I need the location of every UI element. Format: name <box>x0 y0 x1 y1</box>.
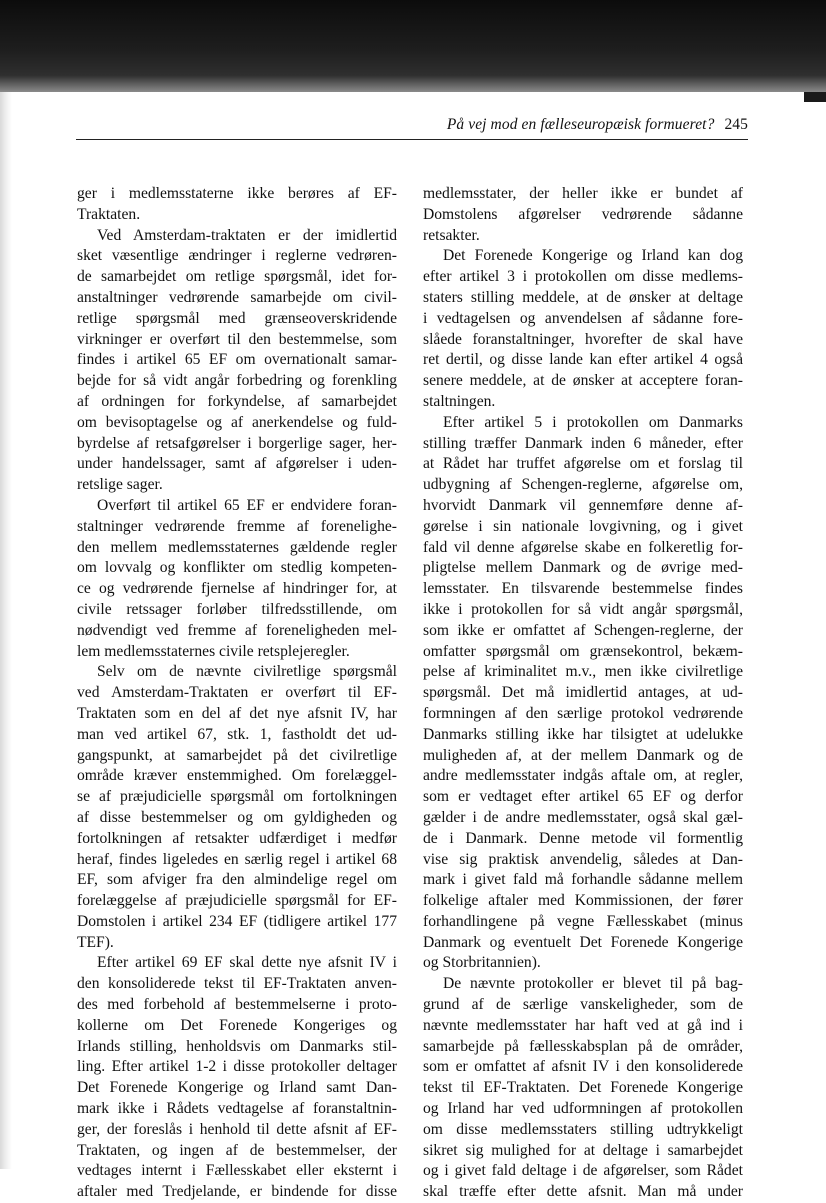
text-line: lem medlemsstaternes civile retsplejeregler. <box>77 642 350 660</box>
text-line: anstaltninger vedrørende samarbejde om civil- <box>77 288 397 306</box>
text-line: kollerne om Det Forenede Kongeriges og <box>77 1016 397 1034</box>
text-line: fortolkningen af retsakter udfærdiget i medfør <box>77 829 397 847</box>
text-line: stilling træffer Danmark inden 6 måneder, efter <box>423 434 743 452</box>
text-line: sket væsentlige ændringer i reglerne vedrøren- <box>77 247 397 265</box>
text-line: pligtelse mellem Danmark og de øvrige med- <box>423 559 743 577</box>
text-line: senere meddele, at de ønsker at acceptere foran- <box>423 372 743 390</box>
text-line: som er omfattet af afsnit IV i den konsoliderede <box>423 1058 743 1076</box>
text-line: grund af de særlige vanskeligheder, som de <box>423 996 743 1014</box>
text-line: bejde for så vidt angår forbedring og forenkling <box>77 372 397 390</box>
text-line: mark i givet fald må forhandle sådanne mellem <box>423 871 743 889</box>
text-line: den konsoliderede tekst til EF-Traktaten anven- <box>77 975 397 993</box>
text-line: forelæggelse af præjudicielle spørgsmål for EF- <box>77 892 397 910</box>
text-line: muligheden af, at der mellem Danmark og de <box>423 746 743 764</box>
text-line: som er vedtaget efter artikel 65 EF og derfor <box>423 788 743 806</box>
text-line: ikke i protokollen for så vidt angår spørgsmål, <box>423 600 743 618</box>
text-line: aftaler med Tredjelande, er bindende for disse <box>77 1183 397 1201</box>
text-line: spørgsmål. Det må imidlertid antages, at ud- <box>423 684 743 702</box>
text-line: skal træffe efter dette afsnit. Man må under <box>423 1183 743 1201</box>
text-line: fald vil denne afgørelse skabe en folkeretlig for- <box>423 538 743 556</box>
text-line: efter artikel 3 i protokollen om disse medlems- <box>423 268 743 286</box>
text-line: formningen af den særlige protokol vedrørende <box>423 704 743 722</box>
running-header <box>76 116 748 134</box>
text-line: Danmark og eventuelt Det Forenede Kongerige <box>423 933 743 951</box>
text-line: af ordningen for forkyndelse, af samarbejdet <box>77 392 397 410</box>
text-line: sikret sig mulighed for at deltage i samarbejdet <box>423 1141 743 1159</box>
text-line: om lovvalg og konflikter om stedlig kompeten- <box>77 559 397 577</box>
text-line: byrdelse af retsafgørelser i borgerlige sager, her- <box>77 434 397 452</box>
text-line: medlemsstater, der heller ikke er bundet af <box>423 185 743 202</box>
text-line: pelse af kriminalitet m.v., men ikke civilretlige <box>423 663 743 681</box>
text-line: des med forbehold af bestemmelserne i proto- <box>77 996 397 1014</box>
text-line: se af præjudicielle spørgsmål om fortolkningen <box>77 788 397 806</box>
text-line: forhandlingene på vegne Fællesskabet (minus <box>423 912 743 930</box>
text-line: af disse bestemmelser og om gyldigheden og <box>77 808 397 826</box>
text-line: Det Forenede Kongerige og Irland kan dog <box>443 247 743 265</box>
text-line: Efter artikel 69 EF skal dette nye afsnit IV i <box>97 954 397 972</box>
text-line: den mellem medlemsstaternes gældende regler <box>77 538 397 556</box>
text-line: og Irland har ved udformningen af protokollen <box>423 1100 743 1118</box>
text-line: Ved Amsterdam-traktaten er der imidlertid <box>97 226 397 244</box>
text-line: tekst til EF-Traktaten. Det Forenede Kongerige <box>423 1079 743 1097</box>
text-line: Overført til artikel 65 EF er endvidere foran- <box>97 496 397 514</box>
text-line: folkelige aftaler med Kommissionen, der fører <box>423 892 743 910</box>
text-line: andre medlemsstater indgås aftale om, at regler, <box>423 767 743 785</box>
text-line: De nævnte protokoller er blevet til på bag- <box>443 975 743 993</box>
text-line: om disse medlemsstaters stilling udtrykkeligt <box>423 1120 743 1138</box>
text-line: retlige spørgsmål med grænseoverskridende <box>77 309 397 327</box>
text-line: og i givet fald deltage i de afgørelser, som Rådet <box>423 1162 743 1180</box>
text-line: slåede foranstaltninger, hvorefter de skal have <box>423 330 743 348</box>
header-rule <box>76 139 748 140</box>
text-line: vedtages internt i Fællesskabet eller eksternt i <box>77 1162 397 1180</box>
text-line: at Rådet har truffet afgørelse om et forslag til <box>423 455 743 473</box>
scan-left-edge-shadow <box>0 92 12 1169</box>
text-line: staters stilling meddele, at de ønsker at deltage <box>423 288 743 306</box>
scan-dark-corner <box>804 92 826 102</box>
text-line: Domstolens afgørelser vedrørende sådanne <box>423 205 743 223</box>
right-text-column <box>423 184 743 1203</box>
text-line: staltninger vedrørende fremme af forenelighe- <box>77 517 397 535</box>
text-line: område kræver enstemmighed. Om forelæggel- <box>77 767 397 785</box>
text-line: Domstolen i artikel 234 EF (tidligere artikel 177 <box>77 912 397 930</box>
text-line: Selv om de nævnte civilretlige spørgsmål <box>97 663 397 681</box>
text-line: nævnte medlemsstater har haft ved at gå ind i <box>423 1016 743 1034</box>
scan-dark-border <box>0 0 826 92</box>
text-line: gangspunkt, at samarbejdet på det civilretlige <box>77 746 397 764</box>
text-line: i vedtagelsen og anvendelsen af sådanne fore- <box>423 309 743 327</box>
text-line: vise sig praktisk anvendelig, således at Dan- <box>423 850 743 868</box>
text-line: EF, som afviger fra den almindelige regel om <box>77 871 397 889</box>
text-line: Det Forenede Kongerige og Irland samt Dan- <box>77 1079 397 1097</box>
text-line: gørelse i sin nationale lovgivning, og i givet <box>423 517 743 535</box>
text-line: gælder i de andre medlemsstater, også skal gæl- <box>423 808 743 826</box>
page-number: 245 <box>724 116 748 133</box>
text-line: ce og vedrørende fjernelse af hindringer for, at <box>77 580 397 598</box>
text-line: Traktaten som en del af det nye afsnit IV, har <box>77 704 397 722</box>
text-line: ger, der foreslås i henhold til dette afsnit af EF- <box>77 1120 397 1138</box>
text-line: ret dertil, og disse lande kan efter artikel 4 også <box>423 351 743 369</box>
text-line: man ved artikel 67, stk. 1, fastholdt det ud- <box>77 725 397 743</box>
text-line: nødvendigt ved fremme af foreneligheden mel- <box>77 621 397 639</box>
text-line: Traktaten, og ingen af de bestemmelser, der <box>77 1141 397 1159</box>
text-line: virkninger er overført til den bestemmelse, som <box>77 330 397 348</box>
text-line: de i Danmark. Denne metode vil formentlig <box>423 829 743 847</box>
text-line: Efter artikel 5 i protokollen om Danmarks <box>443 413 743 431</box>
text-line: omfatter spørgsmål om grænsekontrol, bekæm- <box>423 642 743 660</box>
text-line: lemsstater. En tilsvarende bestemmelse findes <box>423 580 743 598</box>
left-text-column <box>77 184 397 1203</box>
text-line: TEF). <box>77 933 114 951</box>
text-line: som ikke er omfattet af Schengen-reglerne, der <box>423 621 743 639</box>
text-line: de samarbejdet om retlige spørgsmål, idet for- <box>77 268 397 286</box>
text-line: under handelssager, samt af afgørelser i uden- <box>77 455 397 473</box>
text-line: Danmarks stilling ikke har tilsigtet at udelukke <box>423 725 743 743</box>
text-line: heraf, findes ligeledes en særlig regel i artikel 68 <box>77 850 397 868</box>
text-line: om bevisoptagelse og af anerkendelse og fuld- <box>77 413 397 431</box>
running-title: På vej mod en fælleseuropæisk formueret? <box>446 116 715 133</box>
text-line: findes i artikel 65 EF om overnationalt samar- <box>77 351 397 369</box>
text-line: og Storbritannien). <box>423 954 541 972</box>
text-line: mark ikke i Rådets vedtagelse af foranstaltnin- <box>77 1100 397 1118</box>
text-line: Traktaten. <box>77 205 141 223</box>
text-line: samarbejde på fællesskabsplan på de områder, <box>423 1037 743 1055</box>
text-line: staltningen. <box>423 392 496 410</box>
text-line: Irlands stilling, henholdsvis om Danmarks stil- <box>77 1037 397 1055</box>
text-line: retsakter. <box>423 226 480 244</box>
text-line: hvorvidt Danmark vil gennemføre denne af- <box>423 496 743 514</box>
text-line: ved Amsterdam-Traktaten er overført til EF- <box>77 684 397 702</box>
text-line: retslige sager. <box>77 476 163 494</box>
text-line: ling. Efter artikel 1-2 i disse protokoller deltager <box>77 1058 397 1076</box>
text-line: civile retssager forløber tilfredsstillende, om <box>77 600 397 618</box>
text-line: udbygning af Schengen-reglerne, afgørelse om, <box>423 476 743 494</box>
text-line: ger i medlemsstaterne ikke berøres af EF- <box>77 185 397 202</box>
